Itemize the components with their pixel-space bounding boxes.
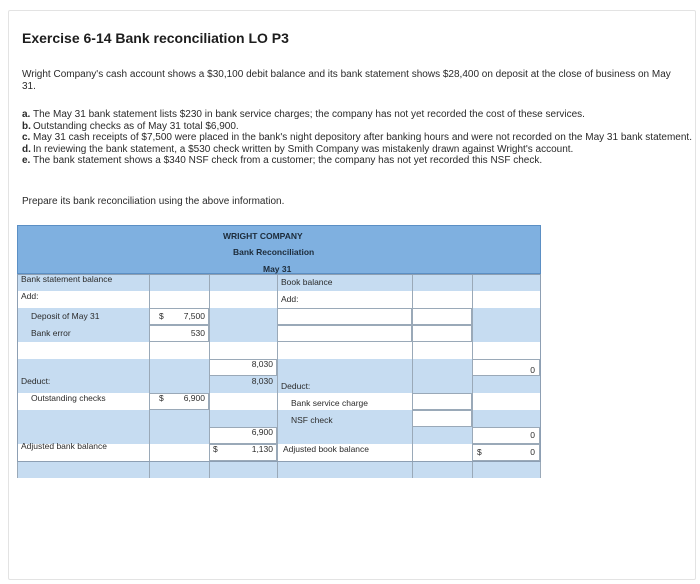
exercise-intro: Wright Company's cash account shows a $30,100 debit balance and its bank statement shows $28,400 on deposit at the close of business on May 31. bbox=[22, 69, 671, 92]
book-deduct-total: 0 bbox=[530, 430, 535, 440]
book-balance-label: Book balance bbox=[281, 277, 333, 287]
item-e: e. The bank statement shows a $340 NSF check from a customer; the company has not yet recorded this NSF check. bbox=[22, 155, 543, 166]
company-name: WRIGHT COMPANY bbox=[223, 231, 303, 241]
exercise-title: Exercise 6-14 Bank reconciliation LO P3 bbox=[22, 30, 289, 46]
outstanding-checks-label: Outstanding checks bbox=[31, 393, 106, 403]
outstanding-currency: $ bbox=[159, 393, 164, 403]
outstanding-checks-amount: 6,900 bbox=[183, 393, 205, 403]
deposit-currency: $ bbox=[159, 311, 164, 321]
item-a: a. The May 31 bank statement lists $230 in bank service charges; the company has not yet recorded the cost of these services. bbox=[22, 109, 585, 120]
deposit-amount: 7,500 bbox=[183, 311, 205, 321]
bank-error-amount: 530 bbox=[190, 328, 205, 338]
report-date: May 31 bbox=[263, 264, 292, 274]
item-b: b. Outstanding checks as of May 31 total $6,900. bbox=[22, 120, 239, 132]
adjusted-book-balance: 0 bbox=[530, 447, 535, 457]
bank-add-subtotal-2: 8,030 bbox=[251, 376, 273, 386]
adjusted-book-label: Adjusted book balance bbox=[283, 444, 370, 454]
exercise-items bbox=[22, 109, 692, 167]
adjusted-bank-balance: 1,130 bbox=[251, 444, 273, 454]
worksheet-header bbox=[17, 225, 541, 274]
adjusted-book-currency: $ bbox=[477, 447, 482, 457]
deposit-label: Deposit of May 31 bbox=[31, 311, 100, 321]
bank-deduct-total: 6,900 bbox=[251, 427, 273, 437]
bank-balance-label: Bank statement balance bbox=[21, 274, 113, 284]
service-charge-label: Bank service charge bbox=[291, 398, 369, 408]
report-title: Bank Reconciliation bbox=[233, 247, 315, 257]
adjusted-bank-currency: $ bbox=[213, 444, 218, 454]
bank-add-subtotal-1: 8,030 bbox=[251, 359, 273, 369]
book-add-label: Add: bbox=[281, 294, 299, 304]
reconciliation-worksheet bbox=[17, 225, 541, 465]
instructions: Prepare its bank reconciliation using the above information. bbox=[22, 196, 285, 207]
item-d: d. In reviewing the bank statement, a $530 check written by Smith Company was mistakenly drawn against Wright's account. bbox=[22, 143, 574, 155]
book-deduct-label: Deduct: bbox=[281, 381, 311, 391]
book-add-total: 0 bbox=[530, 365, 535, 375]
adjusted-bank-label: Adjusted bank balance bbox=[21, 441, 108, 451]
item-c: c. May 31 cash receipts of $7,500 were placed in the bank's night depository after banking hours and were not recorded on the May 31 bank statement. bbox=[22, 132, 692, 143]
nsf-check-label: NSF check bbox=[291, 415, 333, 425]
bank-deduct-label: Deduct: bbox=[21, 376, 51, 386]
bank-error-label: Bank error bbox=[31, 328, 71, 338]
bank-add-label: Add: bbox=[21, 291, 39, 301]
